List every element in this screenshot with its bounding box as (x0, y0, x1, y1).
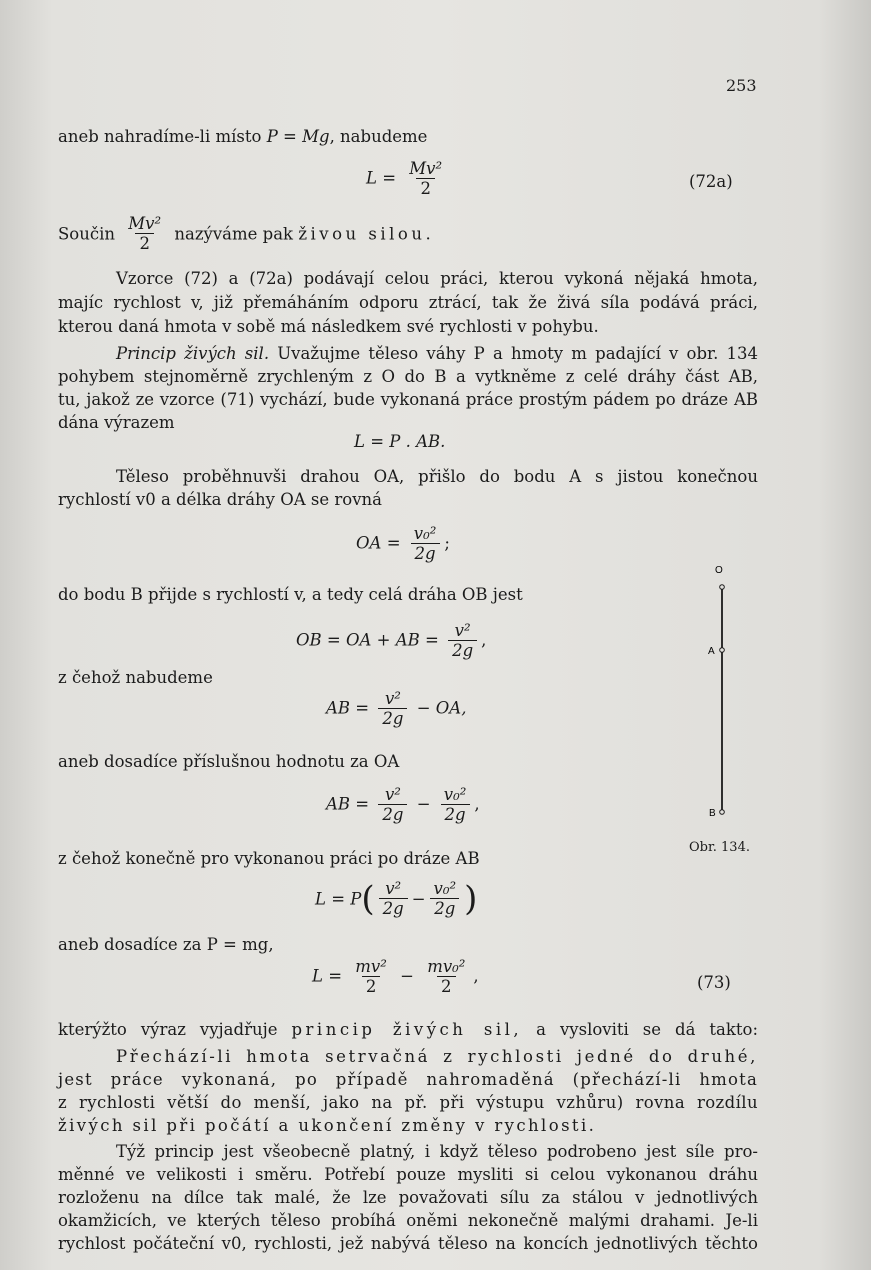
text-line-soucin: Součin $\frac{\text{Mv²}}{2}$ nazýváme pak živou silou. (58, 214, 435, 254)
text-line: z čehož nabudeme (58, 668, 213, 687)
equation-73: L = $\frac{\text{mv²}}{2}$ − $\frac{\text{mv₀²}}{2}$ , (312, 957, 479, 997)
equation-AB-2: AB = $\frac{\text{v²}}{2g}$ − $\frac{\text{v₀²}}{2g}$ , (326, 785, 480, 825)
point-O (720, 585, 725, 590)
point-A (720, 648, 725, 653)
law-line: z rychlosti větší do menší, jako na př. při výstupu vzhůru) rovna rozdílu (58, 1093, 758, 1112)
paragraph-last-line: Týž princip jest všeobecně platný, i když těleso podrobeno jest síle pro- (116, 1142, 758, 1161)
equation-72a: L = $\frac{\text{Mv²}}{2}$ (366, 159, 443, 199)
law-line: Přechází-li hmota setrvačná z rychlosti jedné do druhé, (116, 1047, 758, 1066)
equation-L-P: L = P( $\frac{\text{v²}}{2g}$ − $\frac{\text{v₀²}}{2g}$ ) (315, 878, 478, 919)
equation-label-72a: (72a) (689, 172, 733, 191)
text-line: do bodu B přijde s rychlostí v, a tedy celá dráha OB jest (58, 585, 523, 604)
paragraph-2-line: pohybem stejnoměrně zrychleným z O do B a vytkněme z celé dráhy část AB, (58, 367, 758, 386)
paragraph-2-line: Princip živých sil. Uvažujme těleso váhy P a hmoty m padající v obr. 134 (116, 344, 759, 363)
paragraph-2-line: tu, jakož ze vzorce (71) vychází, bude vykonaná práce prostým pádem po dráze AB (58, 390, 758, 409)
equation-L-P-AB: L = P . AB. (354, 432, 446, 451)
paragraph-2-line: dána výrazem (58, 413, 175, 432)
figure-label-O: O (715, 565, 723, 576)
figure-label-B: B (709, 808, 716, 819)
figure-label-A: A (708, 646, 715, 657)
text-line: kterýžto výraz vyjadřuje princip živých sil, a vysloviti se dá takto: (58, 1020, 759, 1039)
section-title: Princip živých sil. (116, 344, 270, 363)
text-line: aneb dosadíce příslušnou hodnotu za OA (58, 752, 400, 771)
paragraph-1-line: kterou daná hmota v sobě má následkem své rychlosti v pohybu. (58, 317, 599, 336)
paragraph-3-line: Těleso proběhnuvši drahou OA, přišlo do bodu A s jistou konečnou (116, 467, 758, 486)
text-line: aneb nahradíme-li místo P = Mg, nabudeme (58, 127, 428, 146)
point-B (720, 810, 725, 815)
equation-label-73: (73) (697, 973, 731, 992)
figure-caption: Obr. 134. (689, 840, 750, 855)
page-number: 253 (726, 76, 757, 95)
text-line: aneb dosadíce za P = mg, (58, 935, 274, 954)
law-line: živých sil při počátí a ukončení změny v rychlosti. (58, 1116, 597, 1135)
paragraph-last-line: rozloženu na dílce tak malé, že lze považovati sílu za stálou v jednotlivých (58, 1188, 758, 1207)
paragraph-1-line: majíc rychlost v, již přemáháním odporu ztrácí, tak že živá síla podává práci, (58, 293, 758, 312)
equation-OA: OA = $\frac{\text{v₀²}}{2g}$ ; (356, 524, 450, 564)
paragraph-last-line: okamžicích, ve kterých těleso probíhá oněmi nekonečně malými drahami. Je-li (58, 1211, 758, 1230)
figure-134 (700, 560, 760, 830)
equation-AB: AB = $\frac{\text{v²}}{2g}$ − OA, (326, 689, 467, 729)
text-line: z čehož konečně pro vykonanou práci po dráze AB (58, 849, 480, 868)
equation-OB: OB = OA + AB = $\frac{\text{v²}}{2g}$ , (296, 621, 487, 661)
paragraph-last-line: měnné ve velikosti i směru. Potřebí pouze mysliti si celou vykonanou dráhu (58, 1165, 758, 1184)
law-line: jest práce vykonaná, po případě nahromaděná (přechází-li hmota (58, 1070, 758, 1089)
paragraph-1-line: Vzorce (72) a (72a) podávají celou práci, kterou vykoná nějaká hmota, (116, 269, 758, 288)
paragraph-3-line: rychlostí v0 a délka dráhy OA se rovná (58, 490, 382, 509)
paragraph-last-line: rychlost počáteční v0, rychlosti, jež nabývá těleso na koncích jednotlivých těchto (58, 1234, 758, 1253)
